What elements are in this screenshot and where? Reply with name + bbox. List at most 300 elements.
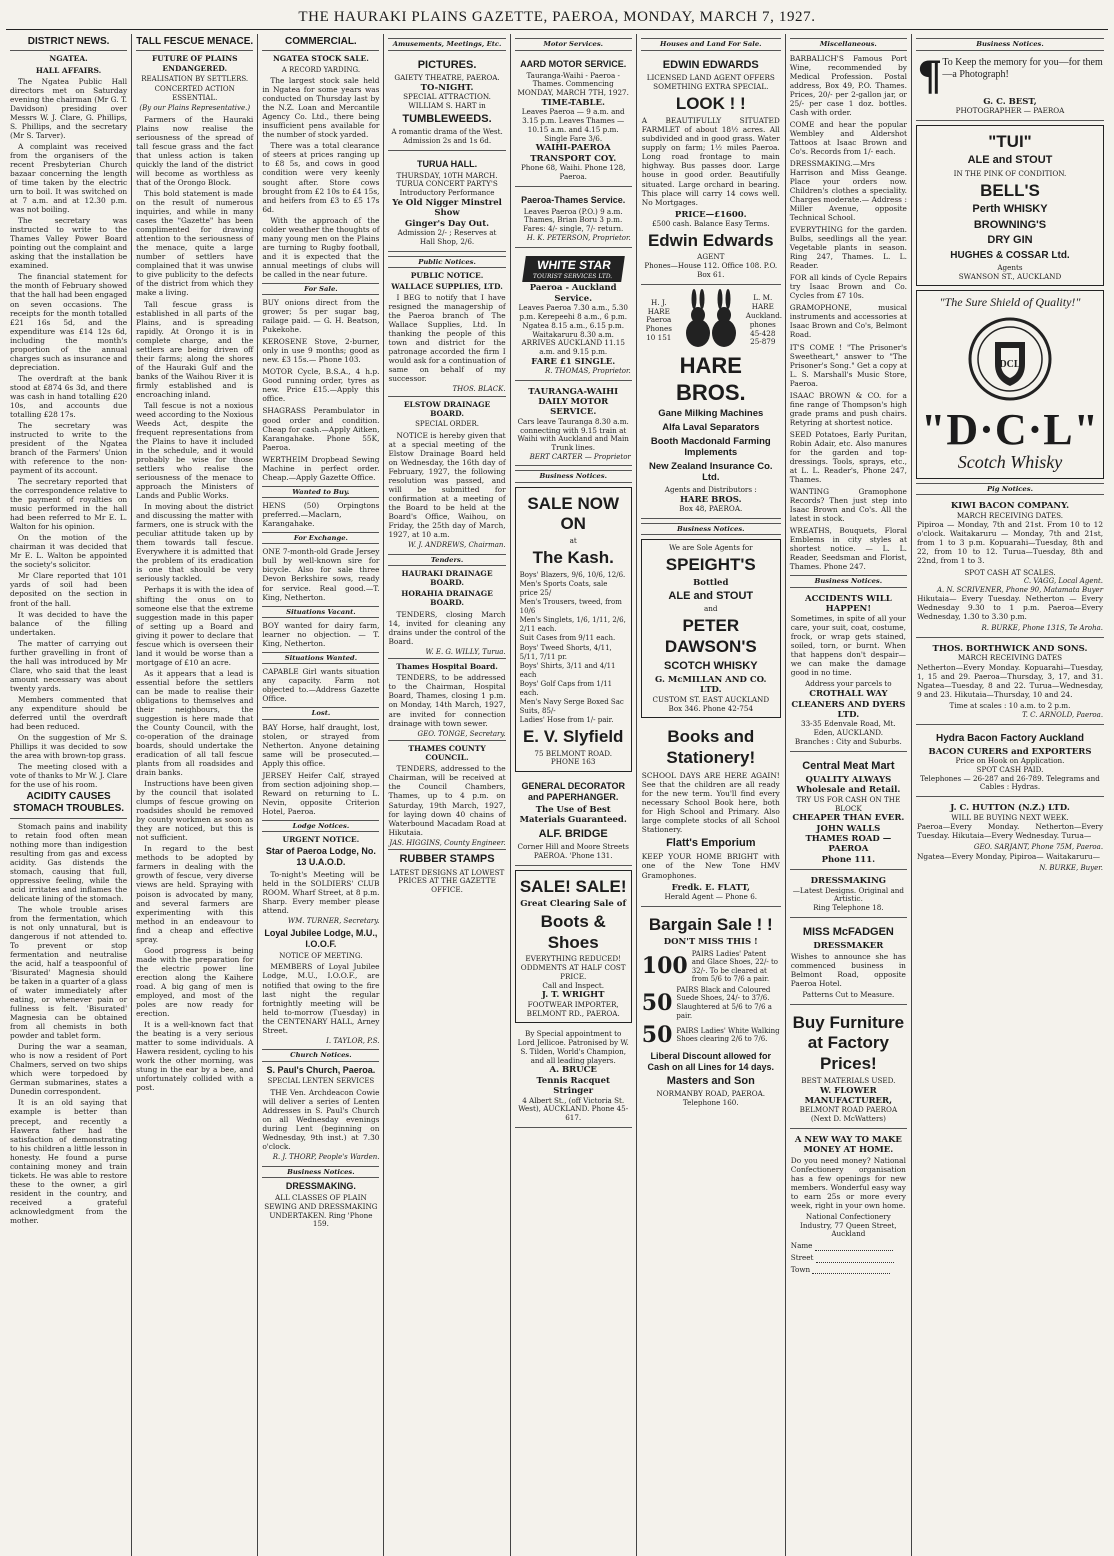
turua-hall: TURUA HALL. xyxy=(416,158,478,169)
pairs-row xyxy=(642,1022,780,1049)
sure-shield: "The Sure Shield of Quality!" xyxy=(939,295,1081,310)
wright-addr: FOOTWEAR IMPORTER, BELMONT RD., PAEROA. xyxy=(526,999,620,1018)
price: PRICE—£1600. xyxy=(674,209,747,220)
will-be-buying: WILL BE BUYING NEXT WEEK. xyxy=(951,812,1069,822)
paragraph: Mr Clare reported that 101 yards of soil had been deposited on the section in front of the hall. xyxy=(10,571,128,608)
classified-ad: BARBALICH'S Famous Port Wine, recommended by Medical Profession. Postal address, Box 49, P.O. Thames. Prices, 20/- per 2-gallon jar, or 25/- per case 1 doz. bottles. Cash with order. xyxy=(789,53,907,117)
deposit: £500 cash. Balance Easy Terms. xyxy=(652,218,770,228)
paragraph: It was decided to have the balance of the filling undertaken. xyxy=(10,609,128,637)
agents: Agents and Distributors : xyxy=(664,484,757,494)
hare2: HARE BROS. xyxy=(679,494,742,505)
ad-boots-shoes xyxy=(515,870,632,1024)
thames-sign: GEO. TONGE, Secretary. xyxy=(417,729,506,738)
custom-st: CUSTOM ST. EAST AUCKLAND xyxy=(652,694,770,704)
film-title: TUMBLEWEEDS. xyxy=(402,112,492,125)
sale-item: Suit Cases from 9/11 each. xyxy=(519,634,616,643)
pictures-title: PICTURES. xyxy=(417,58,477,71)
bargain-sale: Bargain Sale ! ! xyxy=(648,914,773,934)
public-notice: PUBLIC NOTICE. xyxy=(410,270,484,280)
speights: SPEIGHT'S xyxy=(665,554,756,574)
section-lost: Lost. xyxy=(262,707,379,719)
church-sign: R. J. THORP, People's Warden. xyxy=(272,1153,380,1162)
paragraph: The whole trouble arises from the fermentation, which is not only unnatural, but is dangerous if not attended to. To prevent or stop fermentation and neutralise the acid, half a teaspoonful of 'Bisurated' Magnesia should be taken in a quarter of a glass of water immediately after eating, or whenever pain or fullness is felt. 'Bisurated' Magnesia can be obtained from all chemists in both powder and tablet form. xyxy=(10,904,128,1041)
section-wanted: Wanted to Buy. xyxy=(262,486,379,498)
subheading-future: FUTURE OF PLAINS ENDANGERED. xyxy=(151,54,238,73)
bruce-addr: 4 Albert St., (off Victoria St. West), AUCKLAND. Phone 45-617. xyxy=(518,1095,629,1123)
classified-ad: IT'S COME ! "The Prisoner's Sweetheart," answer to "The Prisoner's Song." Get a copy at L. S. Marshall's Music Store, Paeroa. xyxy=(789,342,907,388)
lodge2-sign: I. TAYLOR, P.S. xyxy=(326,1036,380,1045)
boots-shoes: Boots & Shoes xyxy=(540,911,606,952)
ad-the-kash xyxy=(515,487,632,772)
subheading-concerted: CONCERTED ACTION ESSENTIAL. xyxy=(154,85,235,102)
ad-mcfadgen xyxy=(790,921,907,1005)
ad-make-money xyxy=(790,1132,907,1282)
pt-times: Leaves Paeroa (P.O.) 9 a.m. Thames, Brian Boru 3 p.m. Fares: 4/- single, 7/- return. xyxy=(523,206,624,234)
lodge-title: Star of Paeroa Lodge, No. 13 U.A.O.D. xyxy=(265,846,376,868)
kiwi-receiving: MARCH RECEIVING DATES. xyxy=(956,510,1064,520)
branches: Branches : City and Suburbs. xyxy=(794,736,902,746)
walls-phone: Phone 111. xyxy=(821,854,876,865)
paragraph: With the approach of the colder weather the thoughts of many young men on the Plains are turning to Rugby football, and it is expected that the annual meetings of clubs will be called in the near future. xyxy=(262,215,380,279)
coupon-street[interactable] xyxy=(791,1254,906,1263)
section-business-8: Business Notices. xyxy=(916,38,1104,50)
tui: "TUI" xyxy=(988,131,1032,151)
hydra: Hydra Bacon Factory Auckland xyxy=(935,732,1084,744)
paragraph: A complaint was received from the organisers of the recent Presbyterian Church bazaar concerning the length of time taken by the electric urn to boil. It was switched on at 7 a.m. and at 12.30 p.m. was not boiling. xyxy=(10,141,128,215)
paragraph: The matter of carrying out further gravelling in front of the hall was introduced by Mr Clare, who said that the least amount necessary was about twenty yards. xyxy=(10,638,128,693)
coupon-name[interactable] xyxy=(791,1242,906,1251)
paragraph: During the war a seaman, who is now a resident of Port Chalmers, served on two ships which were torpedoed by German submarines, states a Dunedin correspondent. xyxy=(10,1042,128,1097)
sale-item: Boys' Golf Caps from 1/11 each. xyxy=(519,680,613,697)
dressmaker: DRESSMAKER xyxy=(813,941,884,952)
sale-sale: SALE! SALE! xyxy=(519,876,627,896)
elstow-text: NOTICE is hereby given that at a special meeting of the Elstow Drainage Board held on Wednesday, the 16th day of February, 1927, the following resolution was passed, and will be submitted for confirmation at a meeting of the Board to be held at the Board's Office, Waihou, on Friday, the 25th day of March, 1927, at 10 a.m. xyxy=(388,430,506,540)
kiwi-dates: Pipiroa — Monday, 7th and 21st. From 10 to 12 o'clock. Waitakaruru — Monday, 7th and 21st, from 1 to 3 p.m. Kopuarahi—Tuesday, 8th and 22, from 10 to 12. Turua—Tuesday, 8th and 22nd, from 1 to 3. xyxy=(916,520,1104,566)
crothall-addr: 33-35 Edenvale Road, Mt. Eden, AUCKLAND. xyxy=(801,719,896,738)
brownings: BROWNING'S xyxy=(973,218,1047,231)
dressmaking-title: DRESSMAKING xyxy=(810,876,887,887)
classified-ad: MOTOR Cycle, B.S.A., 4 h.p. Good running order, tyres as new. Price £15.—Apply this office. xyxy=(262,367,380,404)
scotch-whisky: SCOTCH WHISKY xyxy=(664,659,758,672)
wallace-sign: THOS. BLACK. xyxy=(452,385,506,394)
section-public-notices: Public Notices. xyxy=(388,256,505,268)
fadgen-text: Wishes to announce she has commenced business in Belmont Road, opposite Paeroa Hotel. xyxy=(790,951,906,988)
w-flower: W. FLOWER MANUFACTURER, xyxy=(804,1085,893,1106)
edwin-title: EDWIN EDWARDS xyxy=(662,58,759,71)
paragraph: As it appears that a lead is essential before the settlers can be made to realise their obligations to themselves and their neighbours, the suggestion is here made that the County Council, with the co-operation of the drainage boards, should undertake the eradication of all tall fescue plants from all roadsides and drain banks. xyxy=(136,668,254,778)
paragraph: Tall fescue grass is established in all parts of the Plains, and is spreading rapidly. At Orongo it is in complete charge, and the settlers are being driven off their farms; along the shores of the Hauraki Gulf and the banks of the Waihou River it is firmly established and is encroaching inland. xyxy=(136,299,254,399)
hutton-dates: Paeroa—Every Monday. Netherton—Every Tuesday. Hikutaia—Every Wednesday. Turua— xyxy=(916,822,1104,841)
sale-now-on: SALE NOW ON xyxy=(527,493,619,534)
classified-ad: WANTING Gramophone Records? Then just step into Isaac Brown and Co's. All the latest in stock. xyxy=(789,486,907,524)
school-text: SCHOOL DAYS ARE HERE AGAIN! See that the children are all ready for the new term. You'll find every necessary School Book here, both for High School and Primary. Also large complete stocks of all School Stationery. xyxy=(641,770,780,835)
swanson: SWANSON ST., AUCKLAND xyxy=(958,271,1062,281)
subheading-hall-affairs: HALL AFFAIRS. xyxy=(35,65,102,75)
wholesale: Wholesale and Retail. xyxy=(796,785,901,796)
classified-exchange: ONE 7-month-old Grade Jersey bull by well-known sire for bicycle. Also for sale three Devon Berkshire sows, ready for service. Real good.—T. King, Netherton. xyxy=(262,547,380,602)
ad-dressmaking xyxy=(790,873,907,918)
the-kash: The Kash. xyxy=(532,548,614,567)
heading-district-news: DISTRICT NEWS. xyxy=(10,36,127,51)
mcmillan: G. McMILLAN AND CO. LTD. xyxy=(655,675,767,696)
ad-flatts xyxy=(641,722,781,906)
columns xyxy=(6,34,1108,1556)
tui-ale: ALE and STOUT xyxy=(967,154,1053,167)
paragraph: The overdraft at the bank stood at £874 6s 3d, and there was cash in hand totalling £20 10s, and accounts due totalling £28 17s. xyxy=(10,373,128,419)
scrivener: A. N. SCRIVENER, Phone 90, Matamata Buyer xyxy=(936,585,1104,594)
money-text: Do you need money? National Confectionery organisation has a few openings for new members. Wonderful easy way to earn 25s or more every week, right in your own home. xyxy=(790,1155,906,1210)
dont-miss: DON'T MISS THIS ! xyxy=(663,937,758,948)
paragraph: The secretary reported that the correspondence relative to the payment of royalties on music performed in the hall had been referred to Mr E. L. Walton for his opinion. xyxy=(10,477,128,532)
classified-ad: SEED Potatoes, Early Puritan, Robin Adair, etc. Also manures for the garden and top-dressings. Tools, sprays, etc., at L. L. Reader's, Phone 247, Thames. xyxy=(789,429,907,484)
decorator: GENERAL DECORATOR and PAPERHANGER. xyxy=(521,781,625,803)
waihi-transport: WAIHI-PAEROA TRANSPORT COY. xyxy=(530,143,617,164)
hughes-cossar: HUGHES & COSSAR Ltd. xyxy=(950,249,1070,261)
borthwick: THOS. BORTHWICK AND SONS. xyxy=(932,643,1088,654)
crothall: CROTHALL WAY CLEANERS AND DYERS LTD. xyxy=(791,689,906,720)
mcm-box: Box 346. Phone 42-754 xyxy=(668,703,754,713)
pairs-count: 50 xyxy=(641,1022,673,1049)
byline: (By our Plains Representative.) xyxy=(139,104,251,113)
scotch-whisky-8: Scotch Whisky xyxy=(957,451,1063,472)
classified-situations-wanted: CAPABLE Girl wants situation any capacity. Farm not objected to.—Address Gazette Office. xyxy=(262,667,380,704)
paragraph: There was a total clearance of steers at prices ranging up to £8 5s, and cows in good condition were very keenly sought after. Store cows brought from £2 10s to £4 15s, and heifers from £3 to £5 17s 6d. xyxy=(262,141,380,214)
masters-addr: NORMANBY ROAD, PAEROA. Telephone 160. xyxy=(656,1089,766,1107)
borthwick-receiving: MARCH RECEIVING DATES xyxy=(957,653,1063,663)
classified-ad: GRAMOPHONE, musical instruments and accessories at Isaac Brown and Co's, Belmont Road. xyxy=(789,303,907,340)
classified-ad: COME and hear the popular Wembley and Aldershot Tattoos at Isaac Brown and Co's. Records from 1/- each. xyxy=(789,119,907,156)
sale-items xyxy=(520,571,627,725)
white-star-title: WHITE STAR xyxy=(535,257,612,272)
ad-tauranga-waihi xyxy=(515,384,632,467)
paragraph: Tall fescue is not a noxious weed according to the Noxious Weeds Act, despite the frequent representations from the Plains to have it included in the schedule, and it would probably be wise for those settlers who realise the seriousness of the menace to approach the Ministers of Lands and Public Works. xyxy=(136,400,254,501)
pairs-row xyxy=(642,986,780,1020)
column-district-news xyxy=(6,34,132,1556)
ad-meat-mart xyxy=(790,755,907,870)
agents-8: Agents xyxy=(997,262,1023,272)
paragraph: It is an old saying that example is better than precept, and recently a Hawera father had the satisfaction of demonstrating to his children a little lesson in honesty. He found a purse containing money and train tickets. He was able to restore these to the owner, a girl resident in the country, and received a grateful acknowledgment from the mother. xyxy=(10,1098,128,1225)
county-text: TENDERS, addressed to the Chairman, will be received at the Council Chambers, Thames, up to 4 p.m. on Saturday, 19th March, 1927, for laying down 40 chains of Waterbound Macadam Road at Hikutaia. xyxy=(388,764,506,837)
ad-paeroa-thames xyxy=(515,190,632,248)
white-star-sign: R. THOMAS, Proprietor. xyxy=(545,367,631,376)
elstow-sign: W. J. ANDREWS, Chairman. xyxy=(407,541,506,550)
peter-dawsons: PETER DAWSON'S xyxy=(664,616,757,656)
ad-furniture xyxy=(790,1008,907,1129)
tenders-text: TENDERS, closing March 14, invited for cleaning any drains under the control of the Board. xyxy=(388,609,506,646)
nzins: New Zealand Insurance Co. Ltd. xyxy=(649,460,773,484)
heading-commercial: COMMERCIAL. xyxy=(262,36,379,51)
bacon-curers: BACON CURERS and EXPORTERS xyxy=(928,746,1092,757)
bridge-addr: Corner Hill and Moore Streets PAEROA. 'Phone 131. xyxy=(517,842,629,860)
borthwick-dates: Netherton—Every Monday. Kopuarahi—Tuesday, 1, 15 and 29. Paeroa—Thursday, 3, 17, and 31. Ngatea—Tuesday, 8 and 22. Turua—Wednesday, 9 and 23. Hikutaia—Thursday, 10 and 24. xyxy=(916,663,1104,700)
ale-stout: ALE and STOUT xyxy=(668,590,754,603)
thames-text: TENDERS, to be addressed to the Chairman, Hospital Board, Thames, closing 1 p.m. on Monday, 14th March, 1927, are invited for connection drainage with town sewer. xyxy=(388,673,506,728)
horahia-drainage: HORAHIA DRAINAGE BOARD. xyxy=(401,589,493,608)
sale-item: Boys' Blazers, 9/6, 10/6, 12/6. xyxy=(519,570,626,579)
section-situations-wanted: Situations Wanted. xyxy=(262,652,379,664)
cash-block: TRY US FOR CASH ON THE BLOCK xyxy=(796,794,901,813)
dcl: "D·C·L" xyxy=(920,404,1100,454)
section-business: Business Notices. xyxy=(262,1166,379,1178)
paragraph: The Ngatea Public Hall directors met on Saturday evening the chairman (Mr G. T. Davidson) presiding over Messrs W. J. Clare, G. Phillips, S. Phillips, and the secretary (Mr S. Tarver). xyxy=(10,76,128,140)
classified-ad: BUY onions direct from the grower; 5s per sugar bag, railage paid. — G. H. Beatson, Pukekohe. xyxy=(262,298,380,335)
sole-agents: We are Sole Agents for xyxy=(668,543,753,553)
section-vacant: Situations Vacant. xyxy=(262,606,379,618)
ncl-address: National Confectionery Industry, 77 Queen Street, Auckland xyxy=(800,1211,897,1239)
hydra-price: Price on Hook on Application. xyxy=(955,756,1065,766)
clearing-sale: Great Clearing Sale of xyxy=(520,899,627,910)
subheading-record: A RECORD YARDING. xyxy=(281,65,361,74)
wallace-supplies: WALLACE SUPPLIES, LTD. xyxy=(391,282,503,292)
pairs-list xyxy=(642,950,780,1049)
section-exchange: For Exchange. xyxy=(262,532,379,544)
ad-edwin-edwards xyxy=(641,54,781,285)
gaiety-theatre: GAIETY THEATRE, PAEROA. xyxy=(394,72,500,82)
dressmaking-text: —Latest Designs. Original and Artistic. xyxy=(792,885,904,904)
section-pig: Pig Notices. xyxy=(916,483,1104,495)
spot-paid: SPOT CASH PAID. xyxy=(976,764,1044,774)
lodge-urgent: URGENT NOTICE. xyxy=(282,835,360,845)
masters-son: Masters and Son xyxy=(666,1074,755,1087)
hydra-phone: Telephones — 26-287 and 26-789. Telegrams and Cables : Hydras. xyxy=(920,773,1100,792)
elstow-title: ELSTOW DRAINAGE BOARD. xyxy=(388,396,505,418)
accidents: ACCIDENTS WILL HAPPEN! xyxy=(805,593,892,614)
agent: AGENT xyxy=(697,252,725,262)
article-body xyxy=(10,77,127,789)
classifieds-for-sale xyxy=(262,298,379,482)
pairs-text: PAIRS Black and Coloured Suede Shoes, 24/- to 37/6. Slaughtered at 5/6 to 7/6 a pair. xyxy=(676,985,772,1020)
heading-acidity: ACIDITY CAUSES STOMACH TROUBLES. xyxy=(10,791,127,818)
call-inspect: Call and Inspect. xyxy=(542,980,605,990)
paragraph: It is a well-known fact that the beating is a very serious matter to some individuals. A Hawera resident, cycling to his work the other morning, was stung in the ear by a bee, and unfortunately collided with a post. xyxy=(136,1019,254,1093)
ad-photographer xyxy=(916,54,1104,121)
sale-item: Men's Singlets, 1/6, 1/11, 2/6, 2/11 each. xyxy=(519,616,626,633)
thames-hospital: Thames Hospital Board. xyxy=(388,658,505,671)
hare-bros: HARE BROS. xyxy=(675,352,746,405)
tw-text: Cars leave Tauranga 8.30 a.m. connecting with 9.15 train at Waihi with Auckland and Main Trunk lines. xyxy=(517,416,629,453)
white-star-sub: TOURIST SERVICES LTD. xyxy=(532,272,613,280)
paragraph: This bold statement is made on the result of numerous inquiries, and while in many cases the "Gazette" has been complimented for drawing attention to the seriousness of the menace, quite a large number of settlers have complained that it was unwise to give publicity to the defects of the district from which they make a living. xyxy=(136,189,254,298)
rubber-stamps: RUBBER STAMPS xyxy=(388,849,505,866)
section-business-5: Business Notices. xyxy=(515,470,632,482)
quality-always: QUALITY ALWAYS xyxy=(805,775,892,786)
church-sub: SPECIAL LENTEN SERVICES xyxy=(267,1077,375,1086)
miss-mcfadgen: MISS McFADGEN xyxy=(802,925,894,938)
hare-header xyxy=(642,291,783,351)
liberal-discount: Liberal Discount allowed for Cash on all Lines for 14 days. xyxy=(647,1050,775,1072)
oddments: ODDMENTS AT HALF COST PRICE. xyxy=(520,963,626,981)
ad-bruce xyxy=(515,1027,632,1128)
admission: Admission 2/- ; Reserves at Hall Shop, 2/6. xyxy=(397,228,497,246)
white-star-route: Paeroa - Auckland Service. xyxy=(529,283,617,304)
hutton-dates-2: Ngatea—Every Monday, Pipiroa— Waitakaruru— xyxy=(916,851,1101,861)
flatt-addr: Herald Agent — Phone 6. xyxy=(664,891,758,901)
heading-tall-fescue: TALL FESCUE MENACE. xyxy=(136,36,253,51)
spot-cash: SPOT CASH AT SCALES. xyxy=(964,567,1056,577)
paragraph: Stomach pains and inability to retain food often mean nothing more than indigestion resulting from gas and excess acidity. Gas distends the stomach, causing that full, oppressive feeling, while the acid irritates and inflames the delicate lining of the stomach. xyxy=(10,821,128,903)
column-houses xyxy=(637,34,786,1556)
misc-classifieds xyxy=(790,54,907,572)
coupon-street-line[interactable] xyxy=(816,1255,894,1263)
buy-furniture: Buy Furniture at Factory Prices! xyxy=(792,1012,905,1074)
column-amusements xyxy=(384,34,510,1556)
section-amusements: Amusements, Meetings, Etc. xyxy=(388,38,505,50)
ad-pictures xyxy=(388,54,505,151)
and: and xyxy=(704,604,718,614)
coupon-town-line[interactable] xyxy=(812,1266,890,1274)
paragraph: The secretary was instructed to write to the Thames Valley Power Board pointing out the complaint and asking that the installation be examined. xyxy=(10,216,128,271)
white-star-logo xyxy=(522,256,625,282)
central-meat-mart: Central Meat Mart xyxy=(802,759,895,772)
pairs-text: PAIRS Ladies' White Walking Shoes clearing 2/6 to 7/6. xyxy=(676,1026,780,1044)
edwin2: Edwin Edwards xyxy=(647,230,774,250)
aard-route: Tauranga-Waihi - Paeroa - Thames. Commencing MONDAY, MARCH 7TH, 1927. xyxy=(517,70,629,98)
hare-box: Box 48, PAEROA. xyxy=(679,504,743,514)
paragraph: On the motion of the chairman it was decided that Mr E. L. Walton be appointed the society's solicitor. xyxy=(10,533,128,570)
subheading-realisation: REALISATION BY SETTLERS. xyxy=(141,74,249,83)
minstrel-show: Ye Old Nigger Minstrel Show xyxy=(392,197,502,219)
sale-item: Ladies' Hose from 1/- pair. xyxy=(519,716,614,725)
paragraph: Perhaps it is with the idea of shifting the onus on to someone else that the extreme suggestion made in this paper of setting up a Board and giving it power to declare that fescue which is overseen their land it would be worse than a mortgage of £10 an acre. xyxy=(136,585,254,667)
pairs-text: PAIRS Ladies' Patent and Glace Shoes, 22/- to 32/-. To be cleared at from 5/6 to 7/6 a pair. xyxy=(691,949,778,984)
paragraph: The financial statement for the month of February showed that the hall had been engaged on seven occasions. The receipts for the month totalled £21 16s 5d, and the expenditure was £14 12s 6d, including the month's proportion of the annual charges such as insurance and depreciation. xyxy=(10,272,128,372)
dry-gin: DRY GIN xyxy=(987,234,1033,247)
jt-wright: J. T. WRIGHT xyxy=(541,990,605,1001)
arnold: T. C. ARNOLD, Paeroa. xyxy=(1022,711,1104,720)
classified-ad: BAY Horse, half draught, lost, stolen, or strayed from Netherton. Anyone detaining same will be prosecuted.—Apply this office. xyxy=(262,722,380,768)
ad-tui-bells xyxy=(916,125,1104,287)
alf-bridge: ALF. BRIDGE xyxy=(538,827,608,840)
article-body-commercial xyxy=(262,76,379,279)
dressmaking-title: DRESSMAKING. xyxy=(285,1181,356,1192)
lodge2-sub: NOTICE OF MEETING. xyxy=(279,951,363,960)
section-business-6: Business Notices. xyxy=(641,523,781,535)
section-business-7: Business Notices. xyxy=(790,575,907,587)
paragraph: The meeting closed with a vote of thanks to Mr W. J. Clare for the use of his room. xyxy=(10,762,128,790)
agent-phones: Phones—House 112. Office 108. P.O. Box 61. xyxy=(644,261,778,280)
column-commercial xyxy=(258,34,384,1556)
flatt-sign: Fredk. E. FLATT, xyxy=(671,882,750,893)
make-money: A NEW WAY TO MAKE MONEY AT HOME. xyxy=(794,1134,902,1156)
place-ngatea: NGATEA. xyxy=(49,54,88,64)
coupon-name-line[interactable] xyxy=(815,1243,893,1251)
classified-ad: EVERYTHING for the garden. Bulbs, seedlings all the year. Vegetable plants in season. Ring 247, Thames. L. L. Reader. xyxy=(789,225,907,271)
look-title: LOOK ! ! xyxy=(675,93,746,113)
classifieds-lost xyxy=(262,723,379,816)
kiwi-bacon: KIWI BACON COMPANY. xyxy=(950,501,1070,512)
look-text: A BEAUTIFULLY SITUATED FARMLET of about 18½ acres. All subdivided and in good grass. Water supply on farm; 1½ miles Paeroa. Long road frontage to main highway. Bus passes door. Large house in good order. Beautifully situated. Large orchard in bearing. This place will carry 14 cows well. No Mortgages. xyxy=(641,116,780,207)
rubber-text: LATEST DESIGNS AT LOWEST PRICES AT THE GAZETTE OFFICE. xyxy=(389,867,505,895)
tonight: TO-NIGHT. xyxy=(420,82,474,93)
county-sign: JAS. HIGGINS, County Engineer. xyxy=(389,838,506,847)
coupon-name-label: Name xyxy=(790,1241,813,1251)
pilcrow-icon: ¶ xyxy=(916,52,943,100)
ad-crothall xyxy=(790,591,907,752)
classified-ad: ISAAC BROWN & CO. for a fine range of Thompson's high grade prams and push chairs. Retyring at shortest notice. xyxy=(789,390,907,427)
booth: Booth Macdonald Farming Implements xyxy=(650,435,771,459)
section-tenders: Tenders. xyxy=(388,554,505,566)
address-parcels: Address your parcels to xyxy=(805,679,892,689)
ad-masters xyxy=(641,910,781,1112)
gc-best: G. C. BEST, xyxy=(983,96,1037,107)
burke: R. BURKE, Phone 131S, Te Aroha. xyxy=(981,624,1104,633)
perth-whisky: Perth WHISKY xyxy=(972,203,1048,216)
subheading-stock-sale: NGATEA STOCK SALE. xyxy=(272,54,369,64)
vagg: C. VAGG, Local Agent. xyxy=(1023,577,1104,586)
pairs-count: 100 xyxy=(641,953,688,980)
section-for-sale: For Sale. xyxy=(262,283,379,295)
paragraph: Members commented that any expenditure should be deferred until the overdraft had been reduced. xyxy=(10,694,128,731)
masthead: THE HAURAKI PLAINS GAZETTE, PAEROA, MONDAY, MARCH 7, 1927. xyxy=(6,6,1108,30)
edwin-sub: LICENSED LAND AGENT OFFERS SOMETHING EXTRA SPECIAL. xyxy=(646,72,775,91)
white-star-times: Leaves Paeroa 7.30 a.m., 5.30 p.m. Kerepeehi 8 a.m., 6 p.m. Ngatea 8.15 a.m., 6.15 p.m. Waitakaruru 8.30 a.m. ARRIVES AUCKLAND 11.15 a.m. and 9.15 p.m. xyxy=(518,303,628,357)
ad-hare-bros xyxy=(641,288,781,519)
lodge2-title: Loyal Jubilee Lodge, M.U., I.O.O.F. xyxy=(264,927,378,949)
column-misc xyxy=(786,34,912,1556)
paragraph: In regard to the best methods to be adopted by farmers in dealing with the growth of fescue, very diverse views are held. Spraying with poison is advocated by many, and several farmers are experimenting with this method in an endeavour to find a cheap and effective spray. xyxy=(136,844,254,944)
section-lodge: Lodge Notices. xyxy=(262,820,379,832)
church-title: S. Paul's Church, Paeroa. xyxy=(266,1064,376,1075)
pairs-count: 50 xyxy=(641,989,673,1016)
classified-ad: SHAGRASS Perambulator in good order and condition. Cheap for cash.—Apply Aitken, Karangahake. Phone 55K, Paeroa. xyxy=(262,406,380,452)
borthwick-time: Time at scales : 10 a.m. to 2 p.m. xyxy=(949,701,1071,711)
svg-text:DCL: DCL xyxy=(999,358,1021,370)
tw-title: TAURANGA-WAIHI DAILY MOTOR SERVICE. xyxy=(528,386,619,418)
hutton: J. C. HUTTON (N.Z.) LTD. xyxy=(950,803,1070,814)
books-stationery: Books and Stationery! xyxy=(666,727,756,768)
reduced: EVERYTHING REDUCED! xyxy=(525,954,622,964)
classified-ad: JERSEY Heifer Calf, strayed from section adjoining shop.—Reward on returning to L. Nevin, opposite Criterion Hotel, Paeroa. xyxy=(262,770,380,816)
paragraph: Instructions have been given by the council that isolated clumps of fescue growing on roadsides should be removed by county workmen as soon as they are noticed, but this is not sufficient. xyxy=(136,779,254,843)
special-attraction: SPECIAL ATTRACTION. WILLIAM S. HART in xyxy=(403,92,491,110)
best-materials: BEST MATERIALS USED. xyxy=(801,1075,896,1085)
hikutaia: Hikutaia— Every Tuesday. Netherton — Every Wednesday 9.30 to 1 p.m. Paeroa—Every Wednesday, 1.30 to 3.30 p.m. xyxy=(916,594,1104,622)
bottled: Bottled xyxy=(693,577,729,588)
county-title: THAMES COUNTY COUNCIL. xyxy=(388,740,505,762)
hare-right: L. M. HARE Auckland. phones 45-428 25-879 xyxy=(745,293,783,347)
lodge-sign: WM. TURNER, Secretary. xyxy=(287,917,380,926)
tw-sign: BERT CARTER — Proprietor xyxy=(529,452,631,461)
coupon-street-label: Street xyxy=(790,1252,814,1262)
ad-bridge xyxy=(515,776,632,866)
sale-item: Men's Navy Serge Boxed Sac Suits, 85/- xyxy=(519,698,624,715)
aard-phones: Phone 68, Waihi. Phone 128, Paeroa. xyxy=(520,163,626,181)
slyfield-addr: 75 BELMONT ROAD. PHONE 163 xyxy=(534,748,613,767)
column-business xyxy=(912,34,1108,1556)
ad-hutton xyxy=(916,800,1104,876)
walls-addr: THAMES ROAD — PAEROA xyxy=(805,834,892,855)
classified-ad: WERTHEIM Dropbead Sewing Machine in perfect order. Cheap.—Apply Gazette Office. xyxy=(262,454,380,482)
white-star-fare: FARE £1 SINGLE. xyxy=(531,356,616,367)
turua-date: THURSDAY, 10TH MARCH. xyxy=(396,170,498,180)
ad-aard xyxy=(515,54,632,187)
alfa: Alfa Laval Separators xyxy=(662,422,760,434)
classified-ad: KEROSENE Stove, 2-burner, only in use 9 months; good as new. £3 15s.— Phone 103. xyxy=(262,337,380,365)
paragraph: On the suggestion of Mr S. Phillips it was decided to sow the area with brown-top grass. xyxy=(10,732,128,761)
ad-turua-hall xyxy=(388,154,505,252)
coupon-town-label: Town xyxy=(790,1264,811,1274)
coupon-town[interactable] xyxy=(791,1266,906,1275)
sale-item: Men's Trousers, tweed, from 10/6 xyxy=(519,598,622,615)
lodge2-text: MEMBERS of Loyal Jubilee Lodge, M.U., I.O.O.F., are notified that owing to the fire last night the regular fortnightly meeting will be held to-morrow (Tuesday) in the CENTENARY HALL, Arney Street. xyxy=(262,962,380,1035)
farce-title: Ginger's Day Out. xyxy=(405,218,490,229)
ad-dcl xyxy=(916,290,1104,479)
tenders-sign: W. E. G. WILLY, Turua. xyxy=(425,647,506,656)
gane: Gane Milking Machines xyxy=(658,408,764,420)
classified-wanted: HENS (50) Orpingtons preferred.—Maclarn, Karangahake. xyxy=(262,501,380,529)
section-houses: Houses and Land For Sale. xyxy=(641,38,781,50)
fadgen-patterns: Patterns Cut to Measure. xyxy=(802,989,895,999)
